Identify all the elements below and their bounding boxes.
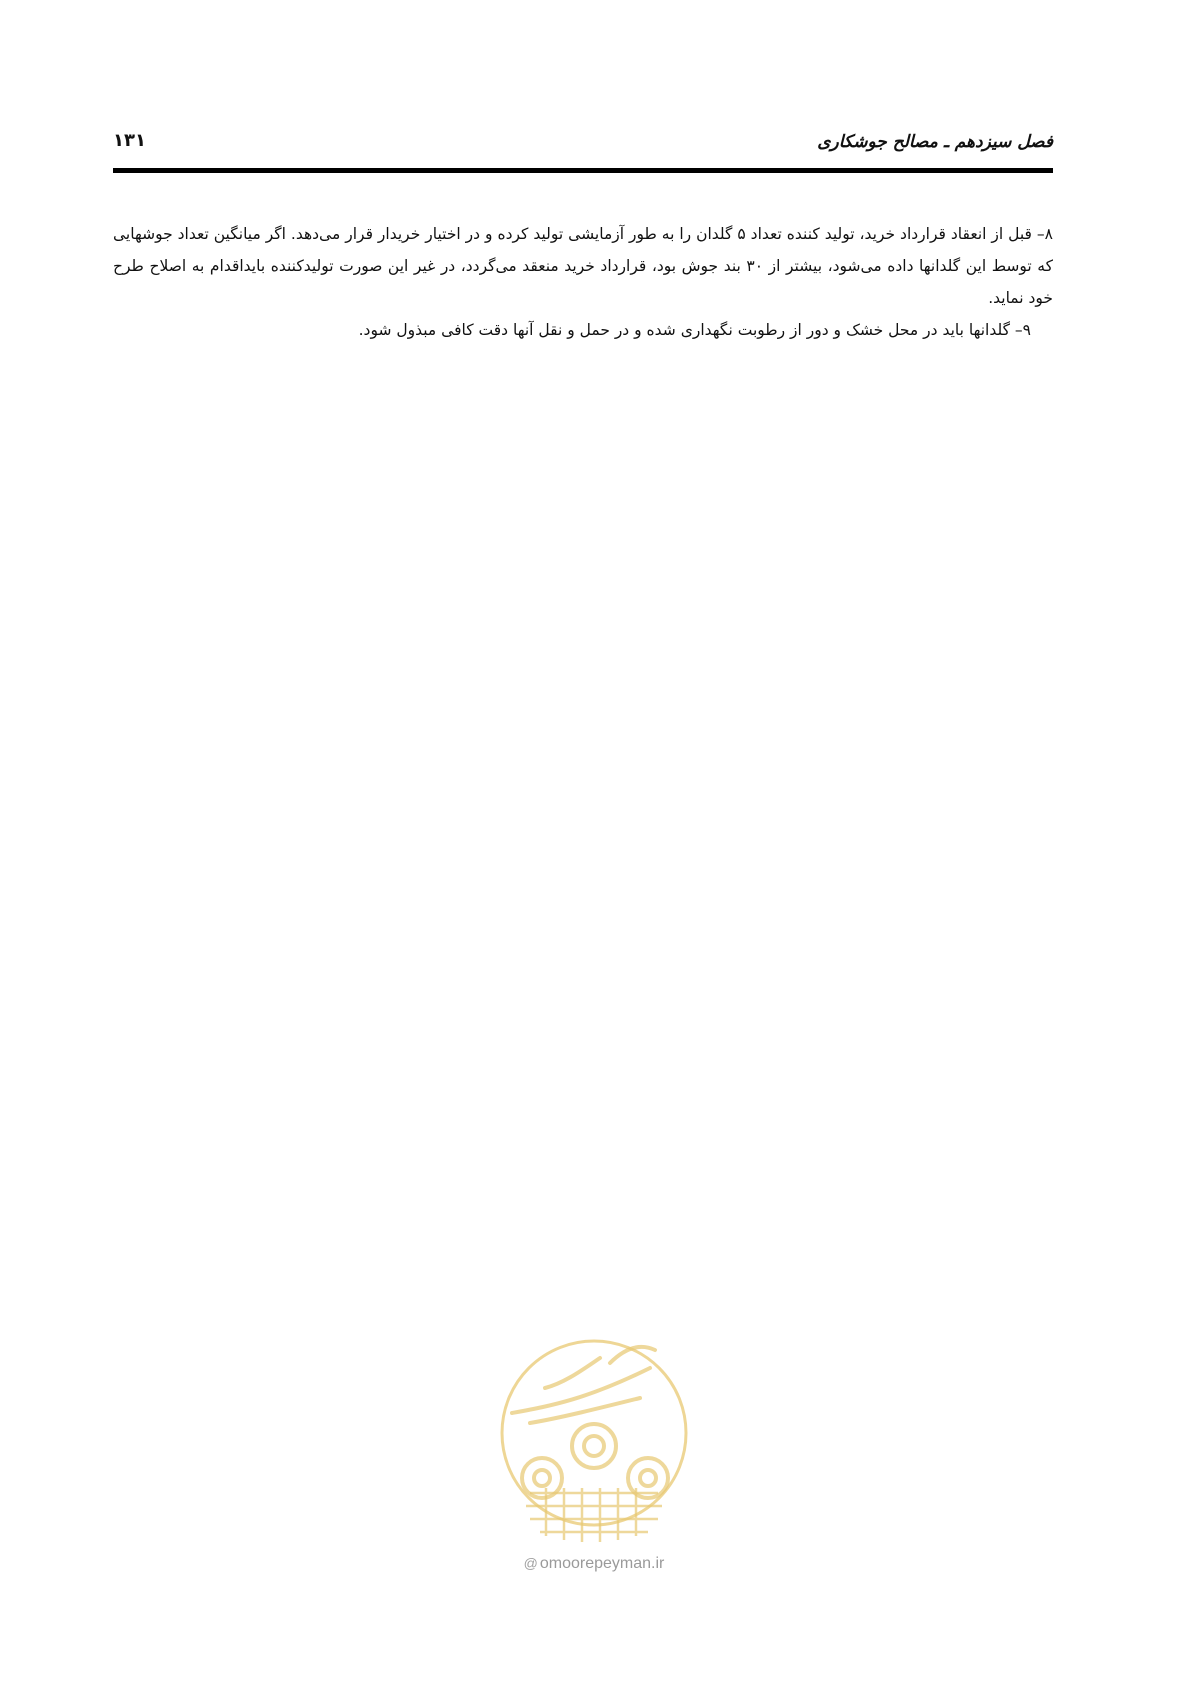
page-header bbox=[113, 128, 1053, 172]
paragraph-item-9: ۹– گلدانها باید در محل خشک و دور از رطوبت نگهداری شده و در حمل و نقل آنها دقت کافی مبذول شود. bbox=[358, 321, 1031, 339]
at-icon: @ bbox=[523, 1555, 538, 1571]
paragraph-item-8: ۸– قبل از انعقاد قرارداد خرید، تولید کننده تعداد ۵ گلدان را به طور آزمایشی تولید کرده و در اختیار خریدار قرار می‌دهد. اگر میانگین تعداد جوشهایی که توسط این گلدانها داده می‌شود، بیشتر از ۳۰ بند جوش بود، قرارداد خرید منعقد می‌گردد، در غیر این صورت تولیدکننده بایداقدام به اصلاح طرح خود نماید. bbox=[113, 225, 1053, 307]
watermark-logo-graphic bbox=[490, 1328, 700, 1558]
page-number: ۱۳۱ bbox=[113, 130, 146, 151]
watermark-url bbox=[494, 1555, 694, 1573]
watermark-logo bbox=[490, 1328, 700, 1588]
page-body bbox=[113, 218, 1053, 346]
header-rule bbox=[113, 168, 1053, 173]
watermark-url-text: omoorepeyman.ir bbox=[539, 1555, 665, 1572]
chapter-title: فصل سیزدهم ـ مصالح جوشکاری bbox=[817, 132, 1053, 152]
